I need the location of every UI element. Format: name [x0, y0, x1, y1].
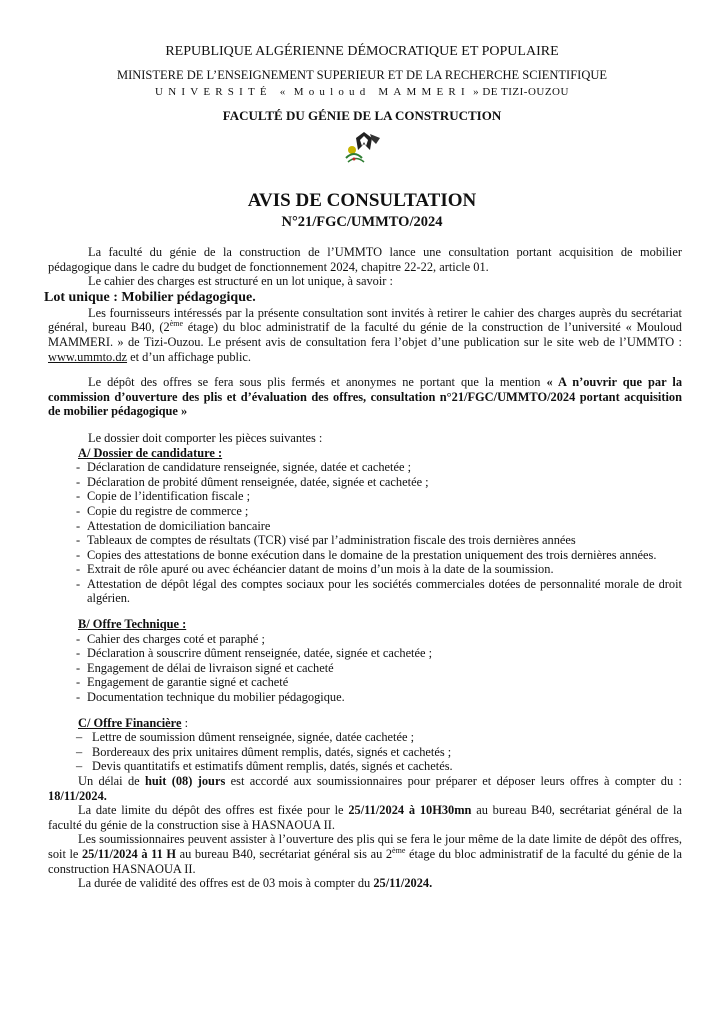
university-suffix: » DE TIZI-OUZOU — [473, 86, 569, 98]
website-link[interactable]: www.ummto.dz — [48, 349, 128, 364]
delay-paragraph: Un délai de huit (08) jours est accordé aux soumissionnaires pour préparer et déposer leurs offres à compter du : 18/11/2024. — [48, 774, 682, 803]
list-item: - Copie de l’identification fiscale ; — [76, 489, 682, 504]
list-item: - Cahier des charges coté et paraphé ; — [76, 632, 682, 647]
section-b-title: B/ Offre Technique : — [78, 617, 187, 632]
list-item: - Copies des attestations de bonne exécution dans le domaine de la prestation uniquement des trois dernières années. — [76, 548, 682, 563]
university-name: Mouloud MAMMERI — [293, 86, 470, 98]
list-item: - Déclaration à souscrire dûment renseignée, datée, signée et cachetée ; — [76, 646, 682, 661]
validity-paragraph: La durée de validité des offres est de 03 mois à compter du 25/11/2024. — [78, 876, 433, 891]
section-c-list — [76, 730, 682, 774]
university-header — [0, 86, 724, 98]
faculty-logo-icon — [342, 128, 386, 168]
list-item: - Déclaration de probité dûment renseignée, datée, signée et cachetée ; — [76, 475, 682, 490]
list-item: – Bordereaux des prix unitaires dûment remplis, datés, signés et cachetés ; — [76, 745, 682, 760]
section-c-title: C/ Offre Financière : — [78, 715, 189, 730]
university-prefix: UNIVERSITÉ « — [155, 86, 291, 98]
list-item: – Devis quantitatifs et estimatifs dûment remplis, datés, signés et cachetés. — [76, 759, 682, 774]
republic-header: REPUBLIQUE ALGÉRIENNE DÉMOCRATIQUE ET POPULAIRE — [165, 44, 559, 59]
section-a-list — [76, 460, 682, 606]
retrieval-paragraph: Les fournisseurs intéressés par la présente consultation sont invités à retirer le cahier des charges auprès du secrétariat général, bureau B40, (2ème étage) du bloc administratif de la faculté du génie de la construction de l’université « Mouloud MAMMERI. » de Tizi-Ouzou. Le présent avis de consultation fera l’objet d’une publication sur le site web de l’UMMTO : www.ummto.dz et d’un affichage public. — [48, 305, 682, 364]
list-item: - Extrait de rôle apuré ou avec échéancier datant de moins d’un mois à la date de la soumission. — [76, 562, 682, 577]
list-item: - Tableaux de comptes de résultats (TCR) visé par l’administration fiscale des trois dernières années — [76, 533, 682, 548]
list-item: - Attestation de domiciliation bancaire — [76, 519, 682, 534]
section-a-title: A/ Dossier de candidature : — [78, 445, 223, 460]
list-item: - Engagement de délai de livraison signé et cacheté — [76, 661, 682, 676]
faculty-header: FACULTÉ DU GÉNIE DE LA CONSTRUCTION — [222, 108, 502, 123]
dossier-intro: Le dossier doit comporter les pièces suivantes : — [88, 430, 323, 445]
intro-paragraph: La faculté du génie de la construction de l’UMMTO lance une consultation portant acquisition de mobilier pédagogique dans le cadre du budget de fonctionnement 2024, chapitre 22-22, article 01. — [48, 245, 682, 274]
list-item: - Engagement de garantie signé et cacheté — [76, 675, 682, 690]
list-item: – Lettre de soumission dûment renseignée, signée, datée cachetée ; — [76, 730, 682, 745]
ministry-header: MINISTERE DE L’ENSEIGNEMENT SUPERIEUR ET DE LA RECHERCHE SCIENTIFIQUE — [116, 68, 608, 82]
document-body — [44, 245, 683, 891]
notice-title: AVIS DE CONSULTATION — [247, 190, 477, 211]
lot-title: Lot unique : Mobilier pédagogique. — [44, 289, 256, 305]
section-b-list — [76, 632, 682, 705]
deposit-paragraph: Le dépôt des offres se fera sous plis fermés et anonymes ne portant que la mention « A n’ouvrir que par la commission d’ouverture des plis et d’évaluation des offres, consultation n°21/FGC/UMMTO/2024 portant acquisition de mobilier pédagogique » — [48, 375, 683, 419]
opening-paragraph: Les soumissionnaires peuvent assister à l’ouverture des plis qui se fera le jour même de la date limite de dépôt des offres, soit le 25/11/2024 à 11 H au bureau B40, secrétariat général sis au 2ème étage du bloc administratif de la faculté du génie de la construction HASNAOUA II. — [48, 832, 682, 876]
notice-number: N°21/FGC/UMMTO/2024 — [281, 214, 443, 230]
list-item: - Attestation de dépôt légal des comptes sociaux pour les sociétés commerciales dotées de personnalité morale de droit algérien. — [76, 577, 682, 606]
list-item: - Déclaration de candidature renseignée, signée, datée et cachetée ; — [76, 460, 682, 475]
list-item: - Copie du registre de commerce ; — [76, 504, 682, 519]
deadline-paragraph: La date limite du dépôt des offres est fixée pour le 25/11/2024 à 10H30mn au bureau B40, secrétariat général de la faculté du génie de la construction sise à HASNAOUA II. — [48, 803, 682, 832]
list-item: - Documentation technique du mobilier pédagogique. — [76, 690, 682, 705]
lot-intro: Le cahier des charges est structuré en un lot unique, à savoir : — [88, 274, 393, 289]
